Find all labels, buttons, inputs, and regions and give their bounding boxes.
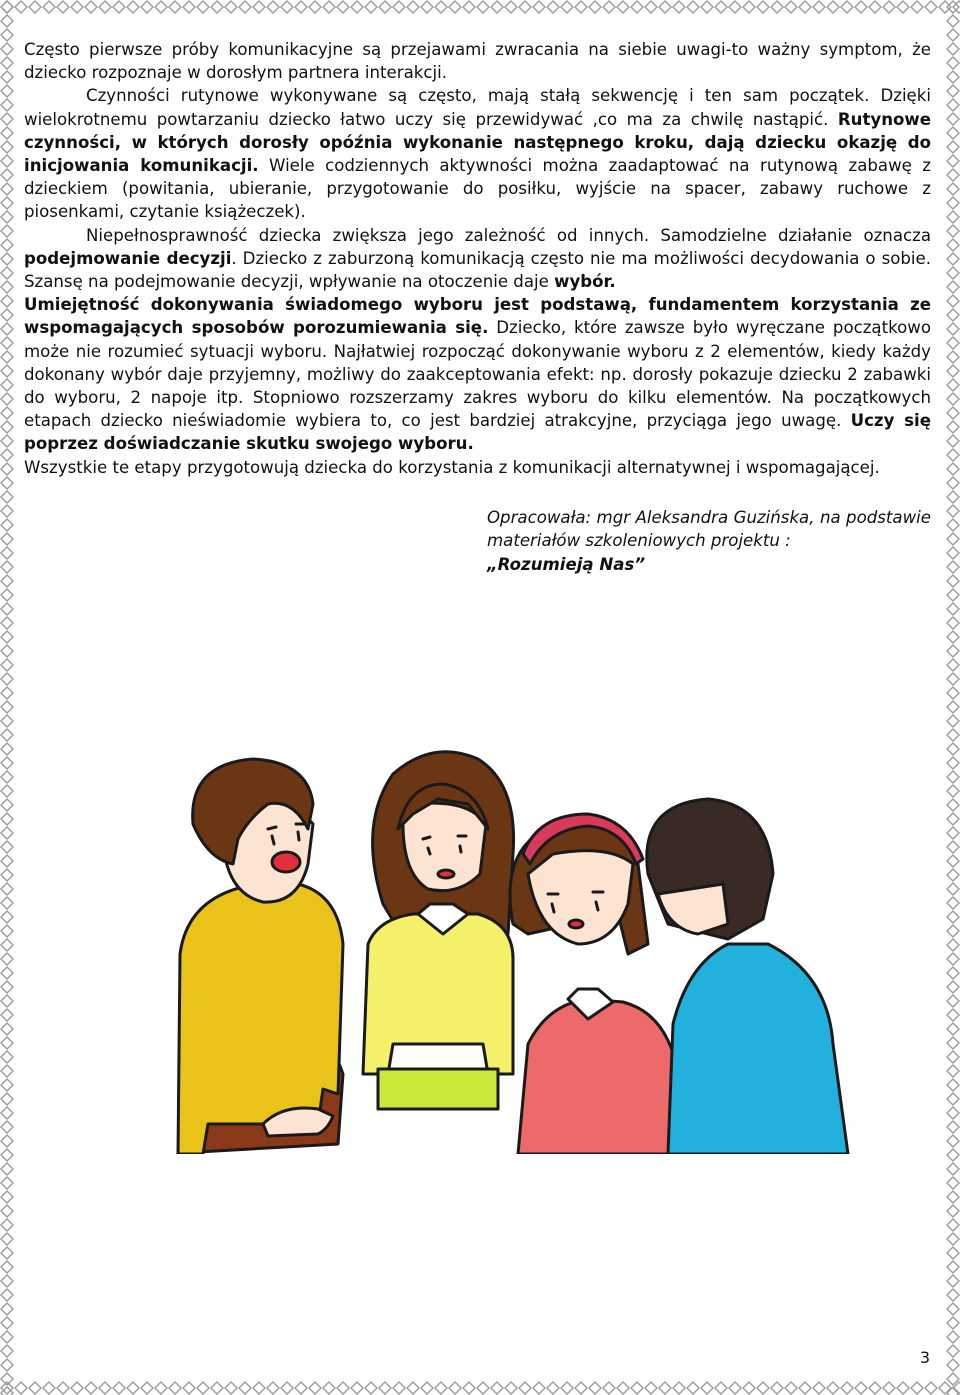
paragraph-4-emphasis-2: Uczy się poprzez doświadczanie skutku swojego wyboru. xyxy=(24,411,931,454)
signature-text: Opracowała: mgr Aleksandra Guzińska, na podstawie materiałów szkoleniowych projektu : xyxy=(487,508,931,551)
signature-project-name: „Rozumieją Nas” xyxy=(487,554,646,574)
decorative-border-left xyxy=(0,0,14,1395)
paragraph-2-text-2: Wiele codziennych aktywności można zaadaptować na rutynową zabawę z dzieckiem (powitania, ubieranie, przygotowanie do posiłku, wyjście na spacer, zabawy ruchowe z piosenkami, czytanie książeczek). xyxy=(24,156,931,222)
boy-figure xyxy=(178,759,343,1154)
page-number: 3 xyxy=(919,1348,930,1367)
paragraph-1 xyxy=(24,38,931,84)
children-talking-illustration xyxy=(168,744,948,1154)
document-body xyxy=(24,38,931,479)
paragraph-4 xyxy=(24,293,931,455)
paragraph-3-emphasis-1: podejmowanie decyzji xyxy=(24,248,232,268)
paragraph-4-text: Dziecko, które zawsze było wyręczane początkowo może nie rozumieć sytuacji wyboru. Najłatwiej rozpocząć dokonywanie wyboru z 2 elementów, kiedy każdy dokonany wybór daje przyjemny, możliwy do zaakceptowania efekt: np. dorosły pokazuje dziecku 2 zabawki do wyboru, 2 napoje itp. Stopniowo rozszerzamy zakres wyboru do kilku elementów. Na początkowych etapach dziecko nieświadomie wybiera to, co jest bardziej atrakcyjne, przyciąga jego uwagę. xyxy=(24,318,931,431)
paragraph-1-text: Często pierwsze próby komunikacyjne są przejawami zwracania na siebie uwagi-to ważny symptom, że dziecko rozpoznaje w dorosłym partnera interakcji. xyxy=(24,40,931,83)
paragraph-3-text-2: . Dziecko z zaburzoną komunikacją często nie ma możliwości decydowania o sobie. Szansę na podejmowanie decyzji, wpływanie na otoczenie daje xyxy=(24,248,932,292)
paragraph-3-text-1: Niepełnosprawność dziecka zwiększa jego zależność od innych. Samodzielne działanie oznacza xyxy=(86,225,931,245)
girl-yellow-figure xyxy=(363,752,514,1109)
decorative-border-top xyxy=(0,0,960,14)
author-signature xyxy=(487,506,931,576)
decorative-border-right xyxy=(946,0,960,1395)
paragraph-2-emphasis: Rutynowe czynności, w których dorosły opóźnia wykonanie następnego kroku, dają dziecku okazję do inicjowania komunikacji. xyxy=(24,109,931,176)
paragraph-5 xyxy=(24,456,931,479)
paragraph-2 xyxy=(24,84,931,223)
paragraph-5-text: Wszystkie te etapy przygotowują dziecka do korzystania z komunikacji alternatywnej i wspomagającej. xyxy=(24,457,880,477)
adult-blue-figure xyxy=(647,799,848,1154)
paragraph-3-emphasis-2: wybór. xyxy=(554,272,616,292)
paragraph-2-text-1: Czynności rutynowe wykonywane są często, mają stałą sekwencję i ten sam początek. Dzięki wielokrotnemu powtarzaniu dziecko łatwo uczy się przewidywać ,co ma za chwilę nastąpić. xyxy=(24,86,931,129)
paragraph-3 xyxy=(24,224,931,294)
decorative-border-bottom xyxy=(0,1381,960,1395)
paragraph-4-emphasis-1: Umiejętność dokonywania świadomego wyboru jest podstawą, fundamentem korzystania ze wspomagających sposobów porozumiewania się. xyxy=(24,295,931,338)
